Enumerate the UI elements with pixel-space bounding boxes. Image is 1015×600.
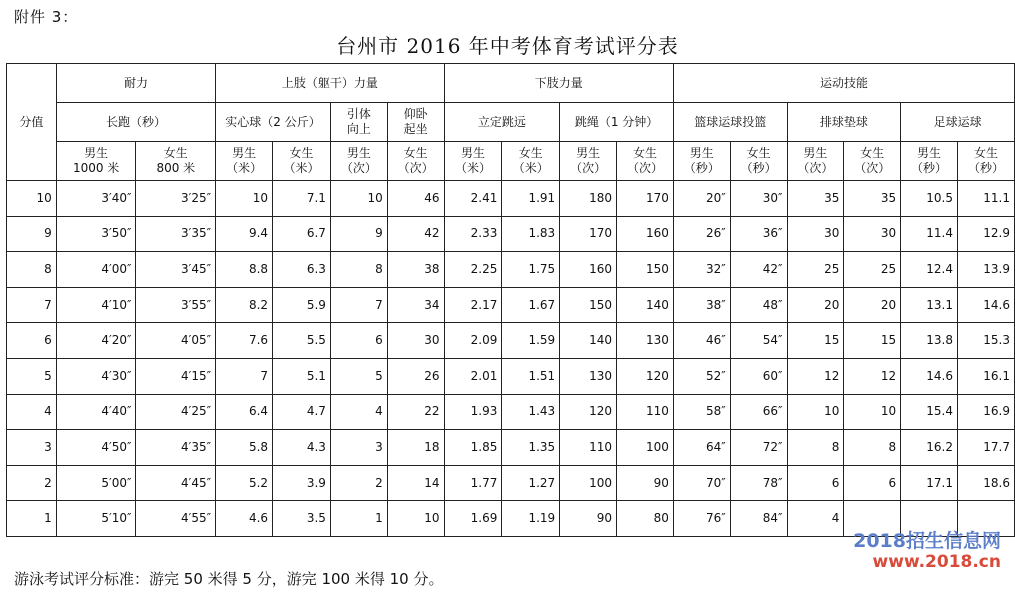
table-cell: 32″ [673,252,730,288]
table-cell: 90 [617,465,674,501]
subheader-cell: 男生 （秒） [901,142,958,181]
table-cell: 17.1 [901,465,958,501]
table-cell: 170 [560,216,617,252]
table-cell: 14.6 [957,287,1014,323]
table-cell: 3′25″ [136,181,216,217]
table-cell: 7 [216,358,273,394]
table-cell: 4 [787,501,844,537]
table-cell: 22 [387,394,444,430]
table-cell: 5.5 [273,323,331,359]
table-cell: 3′50″ [56,216,136,252]
table-cell: 1.51 [502,358,560,394]
table-cell: 10 [216,181,273,217]
subheader-cell: 女生 800 米 [136,142,216,181]
table-cell: 4.3 [273,430,331,466]
table-cell: 3.5 [273,501,331,537]
score-cell: 9 [7,216,57,252]
table-cell: 5′10″ [56,501,136,537]
table-cell: 14.6 [901,358,958,394]
table-cell: 46 [387,181,444,217]
table-cell: 3.9 [273,465,331,501]
group-endurance: 耐力 [56,64,215,103]
table-cell: 6.7 [273,216,331,252]
table-row [7,216,1015,252]
subheader-cell: 男生 （次） [560,142,617,181]
subheader-cell: 女生 （次） [617,142,674,181]
table-cell: 4′25″ [136,394,216,430]
table-cell: 2.33 [444,216,502,252]
table-cell: 4′50″ [56,430,136,466]
table-cell: 4′10″ [56,287,136,323]
table-cell: 1.67 [502,287,560,323]
table-cell: 180 [560,181,617,217]
score-cell: 5 [7,358,57,394]
table-cell: 110 [617,394,674,430]
table-cell: 5 [330,358,387,394]
table-cell: 6 [330,323,387,359]
table-cell: 130 [560,358,617,394]
table-cell: 26 [387,358,444,394]
event-basketball: 篮球运球投篮 [673,103,787,142]
table-cell: 46″ [673,323,730,359]
table-cell: 18 [387,430,444,466]
watermark-url: www.2018.cn [872,552,1001,572]
event-pull-up: 引体 向上 [330,103,387,142]
table-cell: 10 [387,501,444,537]
subheader-cell: 男生 （秒） [673,142,730,181]
subheader-cell: 女生 （米） [502,142,560,181]
footer-note: 游泳考试评分标准：游完 50 米得 5 分，游完 100 米得 10 分。 [14,570,444,588]
event-volleyball: 排球垫球 [787,103,901,142]
table-cell: 1.19 [502,501,560,537]
table-cell: 140 [560,323,617,359]
table-cell: 30 [844,216,901,252]
table-cell: 1.93 [444,394,502,430]
table-cell: 13.1 [901,287,958,323]
table-cell: 4′15″ [136,358,216,394]
table-cell: 12.4 [901,252,958,288]
table-cell: 8.8 [216,252,273,288]
table-cell: 3′55″ [136,287,216,323]
table-cell: 15 [844,323,901,359]
table-cell: 15.3 [957,323,1014,359]
table-cell: 4′20″ [56,323,136,359]
table-cell: 16.9 [957,394,1014,430]
table-row [7,252,1015,288]
table-cell: 4′05″ [136,323,216,359]
table-cell: 3′40″ [56,181,136,217]
table-cell: 70″ [673,465,730,501]
table-cell: 170 [617,181,674,217]
table-cell: 140 [617,287,674,323]
table-cell: 6.4 [216,394,273,430]
table-cell: 48″ [730,287,787,323]
table-cell: 30 [787,216,844,252]
event-sit-up: 仰卧 起坐 [387,103,444,142]
group-lower-body: 下肢力量 [444,64,673,103]
subheader-cell: 男生 （米） [216,142,273,181]
score-cell: 3 [7,430,57,466]
score-cell: 6 [7,323,57,359]
table-cell: 150 [617,252,674,288]
table-cell: 7.1 [273,181,331,217]
table-cell: 8.2 [216,287,273,323]
table-cell: 4′35″ [136,430,216,466]
table-cell: 1.77 [444,465,502,501]
table-cell: 66″ [730,394,787,430]
table-cell: 5.9 [273,287,331,323]
score-cell: 7 [7,287,57,323]
table-cell: 2 [330,465,387,501]
table-cell: 52″ [673,358,730,394]
table-cell: 8 [330,252,387,288]
table-cell: 10 [844,394,901,430]
table-cell: 20 [787,287,844,323]
table-cell: 58″ [673,394,730,430]
table-cell: 20″ [673,181,730,217]
table-cell: 12 [787,358,844,394]
table-cell: 100 [617,430,674,466]
table-cell: 4 [330,394,387,430]
table-cell: 5.2 [216,465,273,501]
score-table [6,63,1015,537]
subheader-cell: 女生 （秒） [957,142,1014,181]
table-cell: 4.7 [273,394,331,430]
table-cell: 15 [787,323,844,359]
group-upper-body: 上肢（躯干）力量 [216,64,444,103]
subheader-cell: 女生 （米） [273,142,331,181]
table-row [7,287,1015,323]
watermark [853,532,1001,571]
table-cell: 8 [787,430,844,466]
table-cell: 2.01 [444,358,502,394]
table-cell: 1.85 [444,430,502,466]
table-cell: 4′00″ [56,252,136,288]
table-cell: 38″ [673,287,730,323]
table-cell: 6.3 [273,252,331,288]
table-row [7,430,1015,466]
table-cell: 36″ [730,216,787,252]
table-cell: 2.41 [444,181,502,217]
table-cell: 78″ [730,465,787,501]
event-long-run: 长跑（秒） [56,103,215,142]
attachment-label: 附件 3： [14,8,79,26]
event-football: 足球运球 [901,103,1015,142]
table-cell: 160 [560,252,617,288]
table-cell: 35 [844,181,901,217]
subheader-cell: 男生 （次） [787,142,844,181]
table-cell: 5.8 [216,430,273,466]
table-cell: 10 [787,394,844,430]
table-cell: 13.8 [901,323,958,359]
table-row [7,323,1015,359]
table-cell: 2.25 [444,252,502,288]
table-cell: 7.6 [216,323,273,359]
table-cell: 30 [387,323,444,359]
table-cell: 15.4 [901,394,958,430]
event-jump-rope: 跳绳（1 分钟） [560,103,674,142]
event-standing-jump: 立定跳远 [444,103,560,142]
table-cell: 2.09 [444,323,502,359]
table-cell: 1.35 [502,430,560,466]
table-cell: 10 [330,181,387,217]
score-cell: 4 [7,394,57,430]
table-cell: 54″ [730,323,787,359]
subheader-cell: 男生 （米） [444,142,502,181]
table-cell: 18.6 [957,465,1014,501]
table-cell: 1.83 [502,216,560,252]
table-cell: 7 [330,287,387,323]
table-cell: 150 [560,287,617,323]
table-cell: 1.27 [502,465,560,501]
score-header: 分值 [7,64,57,181]
table-cell: 120 [617,358,674,394]
watermark-title: 2018招生信息网 [853,530,1001,552]
score-cell: 8 [7,252,57,288]
table-cell: 1.75 [502,252,560,288]
table-cell: 1.69 [444,501,502,537]
table-cell: 35 [787,181,844,217]
table-cell: 100 [560,465,617,501]
table-cell: 72″ [730,430,787,466]
table-cell: 3′45″ [136,252,216,288]
table-cell: 42″ [730,252,787,288]
table-cell: 1.91 [502,181,560,217]
table-cell: 4′45″ [136,465,216,501]
table-cell: 3′35″ [136,216,216,252]
table-cell: 11.1 [957,181,1014,217]
table-cell: 6 [787,465,844,501]
table-row [7,394,1015,430]
subheader-cell: 男生 （次） [330,142,387,181]
table-cell: 6 [844,465,901,501]
group-sport-skills: 运动技能 [673,64,1014,103]
table-cell: 4′30″ [56,358,136,394]
table-cell: 64″ [673,430,730,466]
event-medicine-ball: 实心球（2 公斤） [216,103,331,142]
table-cell: 1.59 [502,323,560,359]
subheader-cell: 女生 （秒） [730,142,787,181]
table-cell: 10.5 [901,181,958,217]
table-cell: 13.9 [957,252,1014,288]
table-cell: 5′00″ [56,465,136,501]
table-cell: 20 [844,287,901,323]
table-cell: 9.4 [216,216,273,252]
score-cell: 10 [7,181,57,217]
table-row [7,465,1015,501]
table-row [7,181,1015,217]
table-cell: 60″ [730,358,787,394]
score-cell: 2 [7,465,57,501]
table-cell: 110 [560,430,617,466]
table-cell: 3 [330,430,387,466]
table-cell: 17.7 [957,430,1014,466]
table-cell: 16.1 [957,358,1014,394]
table-cell: 76″ [673,501,730,537]
subheader-cell: 女生 （次） [844,142,901,181]
table-cell: 4.6 [216,501,273,537]
table-cell: 160 [617,216,674,252]
table-cell: 42 [387,216,444,252]
table-cell: 8 [844,430,901,466]
table-cell: 120 [560,394,617,430]
subheader-cell: 男生 1000 米 [56,142,136,181]
table-cell: 1.43 [502,394,560,430]
table-cell: 1 [330,501,387,537]
subheader-cell: 女生 （次） [387,142,444,181]
table-cell: 26″ [673,216,730,252]
table-row [7,358,1015,394]
table-cell: 25 [844,252,901,288]
table-cell: 30″ [730,181,787,217]
table-cell: 9 [330,216,387,252]
table-cell: 2.17 [444,287,502,323]
table-cell: 84″ [730,501,787,537]
table-cell: 14 [387,465,444,501]
table-cell: 16.2 [901,430,958,466]
table-cell: 4′40″ [56,394,136,430]
table-cell: 80 [617,501,674,537]
page-title: 台州市 2016 年中考体育考试评分表 [336,34,679,58]
table-cell: 4′55″ [136,501,216,537]
table-cell: 25 [787,252,844,288]
score-cell: 1 [7,501,57,537]
table-cell: 38 [387,252,444,288]
table-cell: 90 [560,501,617,537]
table-cell: 12 [844,358,901,394]
table-cell: 5.1 [273,358,331,394]
table-cell: 12.9 [957,216,1014,252]
table-cell: 11.4 [901,216,958,252]
table-cell: 34 [387,287,444,323]
table-cell: 130 [617,323,674,359]
